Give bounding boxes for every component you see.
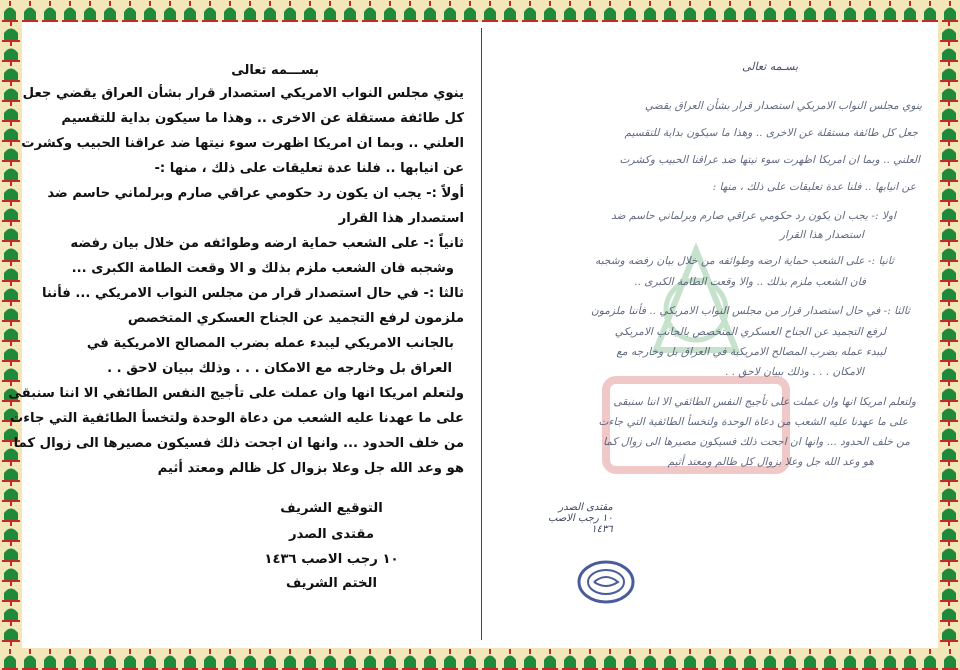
border-ornament-icon	[0, 222, 22, 242]
statement-line: على ما عهدنا عليه الشعب من دعاة الوحدة ولتخسأ الطائفية التي جاءت	[10, 411, 464, 426]
border-ornament-icon	[0, 302, 22, 322]
border-ornament-icon	[440, 648, 460, 670]
border-ornament-icon	[100, 648, 120, 670]
border-ornament-icon	[938, 522, 960, 542]
border-ornament-icon	[938, 502, 960, 522]
border-ornament-icon	[820, 648, 840, 670]
statement-line: بالجانب الامريكي ليبدء عمله بضرب المصالح الامريكية في	[86, 336, 454, 351]
border-ornament-icon	[938, 622, 960, 642]
border-ornament-icon	[300, 648, 320, 670]
border-ornament-icon	[900, 648, 920, 670]
border-ornament-icon	[60, 648, 80, 670]
handwritten-basmala: بسـمه تعالى	[742, 60, 799, 73]
statement-line: ينوي مجلس النواب الامريكي استصدار قرار بشأن العراق يقضي جعل	[22, 86, 464, 101]
border-ornament-icon	[40, 648, 60, 670]
signature-title: التوقيع الشريف	[280, 501, 383, 516]
signature-date: ١٠ رجب الاصب ١٤٣٦	[264, 552, 399, 567]
border-ornament-icon	[938, 282, 960, 302]
border-ornament-icon	[938, 402, 960, 422]
border-ornament-icon	[0, 322, 22, 342]
border-ornament-icon	[938, 362, 960, 382]
border-ornament-icon	[260, 0, 280, 22]
border-ornament-icon	[420, 0, 440, 22]
border-ornament-icon	[700, 648, 720, 670]
border-ornament-icon	[860, 0, 880, 22]
statement-line: من خلف الحدود ... وانها ان اجحت ذلك فسيكون مصيرها الى زوال كما	[13, 436, 464, 451]
border-ornament-icon	[560, 0, 580, 22]
border-ornament-icon	[920, 0, 940, 22]
border-ornament-icon	[938, 322, 960, 342]
statement-line: كل طائفة مستقلة عن الاخرى .. وهذا ما سيكون بداية للتقسيم	[61, 111, 464, 126]
border-ornament-icon	[580, 648, 600, 670]
column-divider	[481, 28, 482, 640]
border-ornament-icon	[800, 648, 820, 670]
border-ornament-icon	[938, 382, 960, 402]
typed-statement	[8, 58, 464, 638]
border-ornament-icon	[0, 282, 22, 302]
border-ornament-icon	[280, 0, 300, 22]
handwritten-line: اولا :- يجب ان يكون رد حكومي عراقي صارم وبرلماني حاسم ضد	[611, 210, 896, 222]
border-ornament-icon	[300, 0, 320, 22]
border-ornament-icon	[480, 0, 500, 22]
border-ornament-icon	[938, 462, 960, 482]
handwritten-line: هو وعد الله جل وعلا بزوال كل ظالم ومعتد أثيم	[667, 456, 874, 468]
border-ornament-icon	[938, 202, 960, 222]
border-ornament-icon	[460, 648, 480, 670]
border-ornament-icon	[140, 0, 160, 22]
border-ornament-icon	[360, 0, 380, 22]
border-ornament-icon	[220, 648, 240, 670]
border-ornament-icon	[0, 582, 22, 602]
handwritten-line: من خلف الحدود ... وانها ان اجحت ذلك فسيكون مصيرها الى زوال كما	[603, 436, 910, 448]
decorative-border-left	[0, 22, 22, 648]
border-ornament-icon	[440, 0, 460, 22]
border-ornament-icon	[0, 502, 22, 522]
border-ornament-icon	[260, 648, 280, 670]
border-ornament-icon	[940, 0, 960, 22]
border-ornament-icon	[938, 302, 960, 322]
border-ornament-icon	[938, 182, 960, 202]
border-ornament-icon	[0, 642, 22, 648]
border-ornament-icon	[520, 648, 540, 670]
border-ornament-icon	[938, 162, 960, 182]
border-ornament-icon	[540, 648, 560, 670]
border-ornament-icon	[120, 648, 140, 670]
border-ornament-icon	[938, 642, 960, 648]
border-ornament-icon	[220, 0, 240, 22]
border-ornament-icon	[720, 648, 740, 670]
border-ornament-icon	[820, 0, 840, 22]
border-ornament-icon	[0, 82, 22, 102]
border-ornament-icon	[0, 602, 22, 622]
border-ornament-icon	[880, 648, 900, 670]
border-ornament-icon	[938, 542, 960, 562]
statement-line: عن انيابها .. فلنا عدة تعليقات على ذلك ، منها :-	[154, 161, 464, 176]
border-ornament-icon	[0, 242, 22, 262]
border-ornament-icon	[340, 648, 360, 670]
border-ornament-icon	[800, 0, 820, 22]
border-ornament-icon	[180, 648, 200, 670]
border-ornament-icon	[0, 22, 22, 42]
handwritten-signature	[548, 502, 613, 535]
border-ornament-icon	[560, 648, 580, 670]
border-ornament-icon	[240, 648, 260, 670]
handwritten-line: العلني .. وبما ان امريكا اظهرت سوء نيتها ضد عراقنا الحبيب وكشرت	[619, 154, 920, 166]
border-ornament-icon	[938, 22, 960, 42]
border-ornament-icon	[938, 482, 960, 502]
border-ornament-icon	[938, 42, 960, 62]
border-ornament-icon	[860, 648, 880, 670]
decorative-border-right	[938, 22, 960, 648]
border-ornament-icon	[240, 0, 260, 22]
border-ornament-icon	[380, 648, 400, 670]
handwritten-line: لرفع التجميد عن الجناح العسكري المتخصص بالجانب الامريكي	[614, 326, 886, 338]
handwritten-line: استصدار هذا القرار	[779, 229, 864, 241]
border-ornament-icon	[20, 0, 40, 22]
handwritten-signature-name: مقتدى الصدر	[558, 502, 613, 513]
border-ornament-icon	[100, 0, 120, 22]
decorative-border-top	[0, 0, 960, 22]
statement-line: استصدار هذا القرار	[338, 211, 464, 226]
border-ornament-icon	[938, 422, 960, 442]
border-ornament-icon	[938, 582, 960, 602]
border-ornament-icon	[938, 222, 960, 242]
border-ornament-icon	[0, 182, 22, 202]
border-ornament-icon	[938, 602, 960, 622]
border-ornament-icon	[0, 362, 22, 382]
border-ornament-icon	[880, 0, 900, 22]
border-ornament-icon	[0, 522, 22, 542]
border-ornament-icon	[938, 62, 960, 82]
border-ornament-icon	[460, 0, 480, 22]
border-ornament-icon	[360, 648, 380, 670]
border-ornament-icon	[200, 0, 220, 22]
border-ornament-icon	[940, 648, 960, 670]
border-ornament-icon	[0, 42, 22, 62]
handwritten-line: جعل كل طائفة مستقلة عن الاخرى .. وهذا ما سيكون بداية للتقسيم	[624, 127, 918, 139]
border-ornament-icon	[60, 0, 80, 22]
border-ornament-icon	[120, 0, 140, 22]
statement-line: ملزمون لرفع التجميد عن الجناح العسكري المتخصص	[127, 311, 464, 326]
border-ornament-icon	[380, 0, 400, 22]
border-ornament-icon	[700, 0, 720, 22]
border-ornament-icon	[500, 0, 520, 22]
statement-line: ولتعلم امريكا انها وان عملت على تأجيج النفس الطائفي الا اننا سنبقى	[8, 386, 464, 401]
statement-line: العلني .. وبما ان امريكا اظهرت سوء نيتها ضد عراقنا الحبيب وكشرت	[21, 136, 464, 151]
border-ornament-icon	[520, 0, 540, 22]
border-ornament-icon	[200, 648, 220, 670]
handwritten-line: ينوي مجلس النواب الامريكي استصدار قرار بشأن العراق يقضي	[644, 100, 922, 112]
border-ornament-icon	[780, 0, 800, 22]
border-ornament-icon	[740, 0, 760, 22]
border-ornament-icon	[900, 0, 920, 22]
border-ornament-icon	[320, 0, 340, 22]
border-ornament-icon	[920, 648, 940, 670]
border-ornament-icon	[938, 262, 960, 282]
border-ornament-icon	[680, 0, 700, 22]
border-ornament-icon	[620, 648, 640, 670]
border-ornament-icon	[80, 648, 100, 670]
handwritten-signature-year: ١٤٣٦	[591, 524, 613, 535]
border-ornament-icon	[0, 648, 20, 670]
border-ornament-icon	[938, 242, 960, 262]
border-ornament-icon	[660, 648, 680, 670]
border-ornament-icon	[760, 648, 780, 670]
border-ornament-icon	[0, 202, 22, 222]
border-ornament-icon	[640, 0, 660, 22]
border-ornament-icon	[720, 0, 740, 22]
border-ornament-icon	[938, 562, 960, 582]
border-ornament-icon	[320, 648, 340, 670]
border-ornament-icon	[740, 648, 760, 670]
border-ornament-icon	[680, 648, 700, 670]
border-ornament-icon	[780, 648, 800, 670]
emblem-watermark	[546, 230, 846, 490]
border-ornament-icon	[140, 648, 160, 670]
border-ornament-icon	[0, 482, 22, 502]
handwritten-line: ليبدء عمله بضرب المصالح الامريكية في العراق بل وخارجه مع	[616, 346, 886, 358]
border-ornament-icon	[160, 0, 180, 22]
border-ornament-icon	[80, 0, 100, 22]
border-ornament-icon	[660, 0, 680, 22]
border-ornament-icon	[0, 542, 22, 562]
border-ornament-icon	[0, 0, 20, 22]
statement-line: ثانياً :- على الشعب حماية ارضه وطوائفه من خلال بيان رفضه	[70, 236, 464, 251]
border-ornament-icon	[420, 648, 440, 670]
statement-line: ثالثا :- في حال استصدار قرار من مجلس النواب الامريكي ... فأننا	[41, 286, 464, 301]
border-ornament-icon	[938, 122, 960, 142]
border-ornament-icon	[0, 162, 22, 182]
border-ornament-icon	[160, 648, 180, 670]
border-ornament-icon	[938, 342, 960, 362]
border-ornament-icon	[500, 648, 520, 670]
handwritten-line: ثانيا :- على الشعب حماية ارضه وطوائفه من خلال بيان رفضه وشجبه	[595, 255, 894, 267]
border-ornament-icon	[640, 648, 660, 670]
handwritten-line: عن انيابها .. فلنا عدة تعليقات على ذلك ، منها :	[712, 181, 916, 193]
border-ornament-icon	[0, 122, 22, 142]
signature-name: مقتدى الصدر	[288, 527, 374, 542]
signature-seal-label: الختم الشريف	[285, 576, 378, 591]
border-ornament-icon	[20, 648, 40, 670]
border-ornament-icon	[540, 0, 560, 22]
border-ornament-icon	[0, 562, 22, 582]
handwritten-line: الامكان . . . وذلك ببيان لاحق . .	[724, 366, 864, 378]
statement-line: وشجبه فان الشعب ملزم بذلك و الا وقعت الطامة الكبرى ...	[71, 261, 454, 276]
border-ornament-icon	[0, 62, 22, 82]
border-ornament-icon	[180, 0, 200, 22]
border-ornament-icon	[0, 342, 22, 362]
handwritten-line: على ما عهدنا عليه الشعب من دعاة الوحدة ولتخسأ الطائفية التي جاءت	[598, 416, 908, 428]
statement-line: هو وعد الله جل وعلا بزوال كل ظالم ومعتد أثيم	[157, 461, 464, 476]
border-ornament-icon	[0, 142, 22, 162]
border-ornament-icon	[938, 82, 960, 102]
border-ornament-icon	[0, 262, 22, 282]
border-ornament-icon	[620, 0, 640, 22]
border-ornament-icon	[0, 102, 22, 122]
border-ornament-icon	[400, 0, 420, 22]
statement-line: العراق بل وخارجه مع الامكان . . . وذلك ببيان لاحق . .	[107, 361, 452, 376]
border-ornament-icon	[340, 0, 360, 22]
border-ornament-icon	[840, 0, 860, 22]
border-ornament-icon	[480, 648, 500, 670]
statement-line: أولاً :- يجب ان يكون رد حكومي عراقي صارم وبرلماني حاسم ضد	[47, 186, 464, 201]
border-ornament-icon	[0, 622, 22, 642]
seal-stamp	[576, 558, 636, 606]
border-ornament-icon	[760, 0, 780, 22]
decorative-border-bottom	[0, 648, 960, 670]
border-ornament-icon	[40, 0, 60, 22]
border-ornament-icon	[580, 0, 600, 22]
border-ornament-icon	[400, 648, 420, 670]
border-ornament-icon	[938, 102, 960, 122]
handwritten-line: ثالثا :- في حال استصدار قرار من مجلس النواب الامريكي .. فأننا ملزمون	[590, 305, 910, 317]
basmala-heading: بســـمه تعالى	[231, 63, 319, 78]
handwritten-line: ولتعلم امريكا انها وان عملت على تأجيج النفس الطائفي الا اننا سنبقى	[613, 396, 916, 408]
handwritten-line: فان الشعب ملزم بذلك .. والا وقعت الطامة الكبرى ..	[634, 276, 866, 288]
border-ornament-icon	[0, 462, 22, 482]
handwritten-signature-date: ١٠ رجب الاصب	[548, 513, 613, 524]
border-ornament-icon	[840, 648, 860, 670]
border-ornament-icon	[600, 648, 620, 670]
handwritten-original	[486, 30, 934, 640]
border-ornament-icon	[938, 142, 960, 162]
border-ornament-icon	[280, 648, 300, 670]
border-ornament-icon	[938, 442, 960, 462]
border-ornament-icon	[600, 0, 620, 22]
